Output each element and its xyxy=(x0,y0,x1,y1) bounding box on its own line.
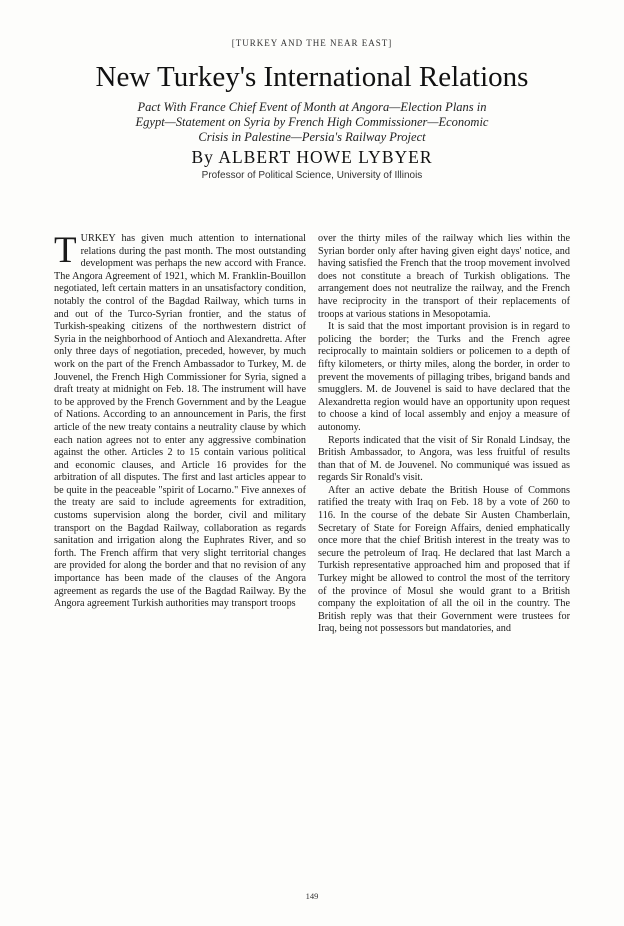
left-column xyxy=(54,230,306,611)
paragraph: over the thirty miles of the railway which lies within the Syrian border only after having given eight days' notice, and having satisfied the French that the troop movement involved does not constitute a breach of Turkish obligations. The arrangement does not neutralize the railway, and the French have reciprocity in the transport of their replacements of troops at various stations in Mesopotamia. xyxy=(318,233,570,320)
right-column xyxy=(318,233,570,636)
subtitle-line: Egypt—Statement on Syria by French High Commissioner—Economic xyxy=(135,115,489,129)
paragraph: After an active debate the British House of Commons ratified the treaty with Iraq on Feb. 18 by a vote of 260 to 116. In the course of the debate Sir Austen Chamberlain, Secretary of State for Foreign Affairs, denied emphatically once more that the chief British interest in the treaty was to secure the petroleum of Iraq. He declared that last March a Turkish representative approached him and proposed that if Turkey might be allowed to control the most of the territory of the province of Mosul she would grant to a British company the exploitation of all the oil in the country. The British reply was that their Government were trustees for Iraq, being not possessors but mandatories, and xyxy=(318,484,570,635)
section-kicker: [TURKEY AND THE NEAR EAST] xyxy=(231,38,393,48)
subtitle-line: Crisis in Palestine—Persia's Railway Project xyxy=(198,130,426,144)
paragraph-text: URKEY has given much attention to international relations during the past month. The most outstanding development was perhaps the new accord with France. The Angora Agreement of 1921, which M. Franklin-Bouillon negotiated, left certain matters in an unsatisfactory condition, notably the control of the Bagdad Railway, which turns in and out of the Turco-Syrian frontier, and the status of Turkish-speaking citizens of the northwestern district of Syria in the neighborhood of Antioch and Alexandretta. After only three days of negotiation, preceded, however, by much work on the part of the French Ambassador to Turkey, M. de Jouvenel, the French High Commissioner for Syria, signed a draft treaty at midnight on Feb. 18. The instrument will have to be approved by the French Government and by the League of Nations. According to an announcement in Paris, the first article of the new treaty contains a neutrality clause by which each nation agrees not to enter any aggressive combination against the other. Articles 2 to 15 contain various political and economic clauses, and Article 16 provides for the arbitration of all disputes. The first and last articles appear to be quite in the peaceable "spirit of Locarno." Five annexes of the treaty are said to include agreements for extradition, customs supervision along the border, civil and military transport on the Bagdad Railway, collaboration as regards sanitation and irrigation along the Euphrates River, and so forth. The French affirm that very slight territorial changes are provided for along the border and that no revision of any importance has been made of the clauses of the Angora agreement as regards the use of the Bagdad Railway. By the Angora agreement Turkish authorities may transport troops xyxy=(54,233,306,610)
author-affiliation: Professor of Political Science, University of Illinois xyxy=(201,170,423,181)
article-subtitle xyxy=(40,100,584,145)
author-byline: By ALBERT HOWE LYBYER xyxy=(191,147,433,167)
paragraph: It is said that the most important provision is in regard to policing the border; the Turks and the French agree reciprocally to maintain soldiers or policemen to a depth of fifty kilometers, or thirty miles, along the border, in order to prevent the movements of pillaging tribes, brigand bands and smugglers. M. de Jouvenel is said to have declared that the Alexandretta region would have an opportunity upon request to choose a kind of local assembly and enjoy a measure of autonomy. xyxy=(318,321,570,433)
page-number: 149 xyxy=(305,891,319,901)
paragraph: Reports indicated that the visit of Sir Ronald Lindsay, the British Ambassador, to Angora, was less fruitful of results than that of M. de Jouvenel. No communiqué was issued as regards Sir Ronald's visit. xyxy=(318,434,570,484)
drop-cap: T xyxy=(54,230,77,271)
paragraph xyxy=(54,230,306,611)
article-title: New Turkey's International Relations xyxy=(95,61,529,93)
subtitle-line: Pact With France Chief Event of Month at Angora—Election Plans in xyxy=(137,100,487,114)
